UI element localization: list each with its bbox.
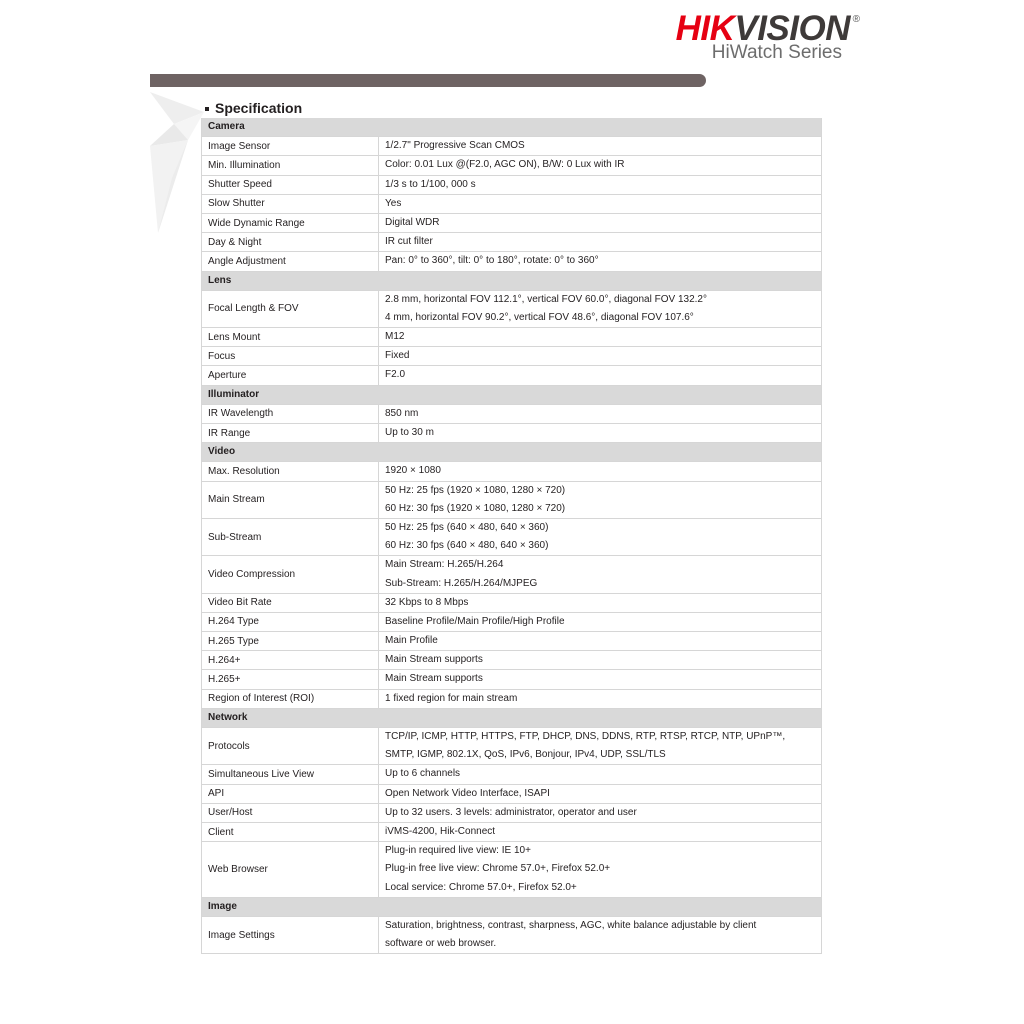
spec-value-line: 1/2.7" Progressive Scan CMOS: [385, 140, 525, 152]
section-title: Network: [208, 711, 248, 723]
spec-row-min-illumination: [202, 156, 821, 175]
spec-value-line: Plug-in free live view: Chrome 57.0+, Firefox 52.0+: [385, 863, 611, 875]
specification-heading: [205, 99, 302, 117]
spec-row-wide-dynamic-range: [202, 214, 821, 233]
spec-value-line: IR cut filter: [385, 236, 433, 248]
spec-label: Slow Shutter: [202, 195, 379, 213]
spec-row-image-settings: [202, 917, 821, 954]
spec-label: Focus: [202, 347, 379, 365]
spec-label: IR Wavelength: [202, 405, 379, 423]
spec-value: [379, 291, 821, 327]
spec-value-line: Yes: [385, 197, 402, 209]
spec-value: [379, 347, 821, 365]
spec-row-video-compression: [202, 556, 821, 593]
spec-value-line: Saturation, brightness, contrast, sharpness, AGC, white balance adjustable by client: [385, 919, 757, 931]
section-header-video: [202, 443, 821, 462]
spec-row-region-of-interest-roi: [202, 690, 821, 709]
spec-value-line: 50 Hz: 25 fps (1920 × 1080, 1280 × 720): [385, 484, 566, 496]
spec-row-ir-range: [202, 424, 821, 443]
section-header-illuminator: [202, 386, 821, 405]
spec-label: H.265 Type: [202, 632, 379, 650]
spec-value-line: M12: [385, 331, 405, 343]
spec-row-h-264: [202, 651, 821, 670]
spec-value-line: Main Stream supports: [385, 654, 483, 666]
spec-row-client: [202, 823, 821, 842]
spec-row-main-stream: [202, 482, 821, 519]
spec-value: [379, 556, 821, 592]
spec-value: [379, 632, 821, 650]
spec-value: [379, 195, 821, 213]
spec-value-line: 32 Kbps to 8 Mbps: [385, 596, 469, 608]
spec-value: [379, 917, 821, 953]
spec-value: [379, 670, 821, 688]
spec-value-line: Sub-Stream: H.265/H.264/MJPEG: [385, 577, 538, 589]
spec-label: User/Host: [202, 804, 379, 822]
spec-value: [379, 405, 821, 423]
logo-vision: VISION: [734, 9, 850, 48]
spec-value: [379, 328, 821, 346]
spec-row-api: [202, 785, 821, 804]
spec-row-max-resolution: [202, 462, 821, 481]
spec-value: [379, 137, 821, 155]
spec-value-line: software or web browser.: [385, 938, 497, 950]
spec-label: Main Stream: [202, 482, 379, 518]
spec-value: [379, 804, 821, 822]
spec-label: Client: [202, 823, 379, 841]
spec-value: [379, 519, 821, 555]
spec-row-focal-length-fov: [202, 291, 821, 328]
section-title: Image: [208, 900, 237, 912]
spec-label: API: [202, 785, 379, 803]
spec-row-protocols: [202, 728, 821, 765]
spec-label: Sub-Stream: [202, 519, 379, 555]
spec-value-line: 2.8 mm, horizontal FOV 112.1°, vertical FOV 60.0°, diagonal FOV 132.2°: [385, 293, 707, 305]
spec-label: Image Sensor: [202, 137, 379, 155]
spec-value-line: Plug-in required live view: IE 10+: [385, 845, 531, 857]
spec-label: Wide Dynamic Range: [202, 214, 379, 232]
spec-value: [379, 651, 821, 669]
spec-value-line: 60 Hz: 30 fps (640 × 480, 640 × 360): [385, 540, 549, 552]
spec-value: [379, 823, 821, 841]
spec-value: [379, 366, 821, 384]
spec-label: Video Compression: [202, 556, 379, 592]
section-title: Lens: [208, 274, 232, 286]
spec-row-ir-wavelength: [202, 405, 821, 424]
spec-value-line: Main Profile: [385, 635, 438, 647]
spec-row-video-bit-rate: [202, 594, 821, 613]
spec-value-line: Up to 32 users. 3 levels: administrator, operator and user: [385, 806, 637, 818]
spec-label: Lens Mount: [202, 328, 379, 346]
bullet-icon: [205, 107, 209, 111]
spec-value-line: 4 mm, horizontal FOV 90.2°, vertical FOV 48.6°, diagonal FOV 107.6°: [385, 311, 694, 323]
spec-value-line: TCP/IP, ICMP, HTTP, HTTPS, FTP, DHCP, DNS, DDNS, RTP, RTSP, RTCP, NTP, UPnP™,: [385, 731, 786, 742]
spec-value-line: Baseline Profile/Main Profile/High Profile: [385, 615, 565, 627]
spec-value-line: Main Stream supports: [385, 673, 483, 685]
spec-value-line: Pan: 0° to 360°, tilt: 0° to 180°, rotate: 0° to 360°: [385, 255, 599, 267]
section-title: Camera: [208, 121, 245, 132]
series-name: HiWatch Series: [711, 42, 842, 63]
spec-row-shutter-speed: [202, 176, 821, 195]
spec-row-web-browser: [202, 842, 821, 898]
spec-label: H.265+: [202, 670, 379, 688]
spec-table: [201, 118, 822, 954]
spec-row-day-night: [202, 233, 821, 252]
spec-value: [379, 156, 821, 174]
spec-row-angle-adjustment: [202, 252, 821, 271]
spec-value: [379, 252, 821, 270]
spec-value-line: 1920 × 1080: [385, 465, 441, 477]
section-title: Illuminator: [208, 388, 260, 400]
spec-label: Simultaneous Live View: [202, 765, 379, 783]
spec-label: Min. Illumination: [202, 156, 379, 174]
spec-value: [379, 765, 821, 783]
spec-value-line: Fixed: [385, 350, 410, 362]
spec-label: Max. Resolution: [202, 462, 379, 480]
spec-value-line: Digital WDR: [385, 216, 440, 228]
spec-row-user-host: [202, 804, 821, 823]
spec-value-line: 1 fixed region for main stream: [385, 692, 518, 704]
spec-label: Protocols: [202, 728, 379, 764]
spec-row-image-sensor: [202, 137, 821, 156]
spec-value: [379, 214, 821, 232]
spec-label: H.264+: [202, 651, 379, 669]
spec-label: H.264 Type: [202, 613, 379, 631]
section-header-network: [202, 709, 821, 728]
section-title: Video: [208, 446, 236, 458]
spec-value-line: Main Stream: H.265/H.264: [385, 559, 504, 571]
spec-row-h-265: [202, 670, 821, 689]
spec-value: [379, 176, 821, 194]
spec-label: Video Bit Rate: [202, 594, 379, 612]
spec-row-sub-stream: [202, 519, 821, 556]
spec-value-line: Up to 30 m: [385, 427, 434, 438]
spec-value: [379, 785, 821, 803]
spec-value: [379, 424, 821, 442]
spec-value-line: 850 nm: [385, 407, 419, 419]
spec-value: [379, 233, 821, 251]
spec-value: [379, 594, 821, 612]
spec-value-line: SMTP, IGMP, 802.1X, QoS, IPv6, Bonjour, IPv4, UDP, SSL/TLS: [385, 749, 666, 761]
spec-label: Aperture: [202, 366, 379, 384]
spec-label: Day & Night: [202, 233, 379, 251]
spec-row-simultaneous-live-view: [202, 765, 821, 784]
hikvision-logo: [676, 11, 850, 46]
spec-row-slow-shutter: [202, 195, 821, 214]
section-header-image: [202, 898, 821, 917]
spec-label: Image Settings: [202, 917, 379, 953]
spec-value-line: 1/3 s to 1/100, 000 s: [385, 178, 476, 190]
spec-value-line: F2.0: [385, 369, 406, 381]
spec-row-aperture: [202, 366, 821, 385]
registered-mark: ®: [852, 14, 860, 25]
section-header-camera: [202, 118, 821, 137]
header-bar: [150, 74, 706, 87]
spec-value: [379, 613, 821, 631]
spec-row-h-264-type: [202, 613, 821, 632]
spec-value: [379, 690, 821, 708]
logo-hik: HIK: [675, 9, 735, 48]
spec-value-line: iVMS-4200, Hik-Connect: [385, 825, 496, 837]
spec-value-line: Up to 6 channels: [385, 768, 461, 780]
spec-value: [379, 728, 821, 764]
section-header-lens: [202, 272, 821, 291]
spec-label: Focal Length & FOV: [202, 291, 379, 327]
page-title: Specification: [215, 100, 303, 116]
spec-value-line: Color: 0.01 Lux @(F2.0, AGC ON), B/W: 0 Lux with IR: [385, 159, 625, 171]
spec-row-lens-mount: [202, 328, 821, 347]
spec-row-h-265-type: [202, 632, 821, 651]
spec-value-line: 60 Hz: 30 fps (1920 × 1080, 1280 × 720): [385, 502, 566, 514]
spec-value: [379, 842, 821, 897]
spec-row-focus: [202, 347, 821, 366]
decorative-origami-shape: [148, 88, 208, 238]
spec-label: Shutter Speed: [202, 176, 379, 194]
spec-label: Web Browser: [202, 842, 379, 897]
spec-value-line: Local service: Chrome 57.0+, Firefox 52.0+: [385, 881, 577, 893]
spec-label: Angle Adjustment: [202, 252, 379, 270]
spec-value: [379, 482, 821, 518]
spec-value-line: Open Network Video Interface, ISAPI: [385, 787, 550, 799]
spec-label: IR Range: [202, 424, 379, 442]
spec-label: Region of Interest (ROI): [202, 690, 379, 708]
spec-value-line: 50 Hz: 25 fps (640 × 480, 640 × 360): [385, 521, 549, 533]
spec-value: [379, 462, 821, 480]
